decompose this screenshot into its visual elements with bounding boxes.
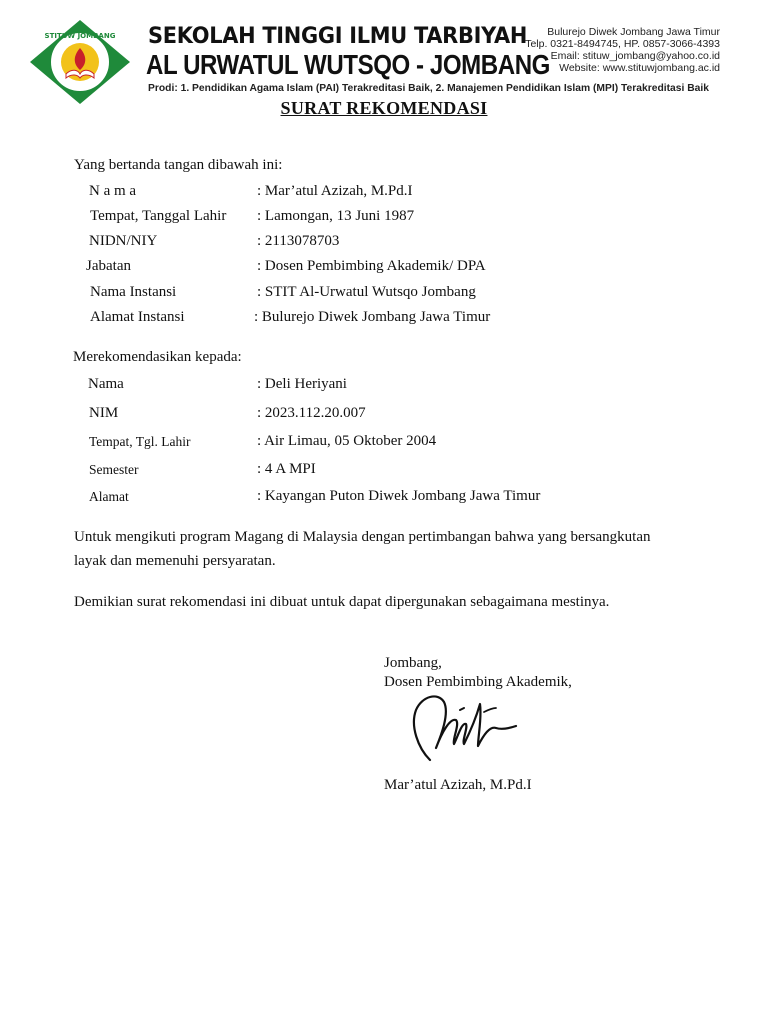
student-label-name: Nama [88, 376, 124, 392]
signer-label-address: Alamat Instansi [90, 309, 185, 325]
signer-label-institution: Nama Instansi [90, 284, 177, 300]
signer-value-birth: : Lamongan, 13 Juni 1987 [257, 208, 415, 224]
student-label-nim: NIM [89, 405, 119, 421]
contact-email: Email: stituw_jombang@yahoo.co.id [550, 50, 720, 62]
signer-label-nidn: NIDN/NIY [89, 233, 158, 249]
handwritten-signature [400, 688, 520, 770]
letter-title: SURAT REKOMENDASI [280, 98, 488, 118]
signer-value-address: : Bulurejo Diwek Jombang Jawa Timur [254, 309, 491, 325]
signer-label-birth: Tempat, Tanggal Lahir [90, 208, 227, 224]
closing-text: Demikian surat rekomendasi ini dibuat untuk dapat dipergunakan sebagaimana mestinya. [74, 594, 610, 610]
signer-value-position: : Dosen Pembimbing Akademik/ DPA [257, 258, 486, 274]
logo-text: STITUW JOMBANG [44, 32, 116, 40]
institution-logo [26, 18, 134, 106]
signer-label-name: N a m a [89, 183, 137, 199]
student-label-semester: Semester [89, 462, 139, 477]
recommend-intro: Merekomendasikan kepada: [73, 349, 242, 365]
student-value-address: : Kayangan Puton Diwek Jombang Jawa Timur [257, 488, 541, 504]
signer-name: Mar’atul Azizah, M.Pd.I [384, 777, 532, 793]
school-name-line1: SEKOLAH TINGGI ILMU TARBIYAH [148, 24, 528, 49]
signature-place: Jombang, [384, 655, 442, 671]
contact-address: Bulurejo Diwek Jombang Jawa Timur [547, 26, 720, 38]
student-label-address: Alamat [89, 489, 129, 504]
student-value-semester: : 4 A MPI [257, 461, 316, 477]
student-value-nim: : 2023.112.20.007 [257, 405, 366, 421]
signer-value-name: : Mar’atul Azizah, M.Pd.I [257, 183, 413, 199]
signer-value-institution: : STIT Al-Urwatul Wutsqo Jombang [257, 284, 476, 300]
body-line2: layak dan memenuhi persyaratan. [74, 553, 276, 569]
intro-text: Yang bertanda tangan dibawah ini: [74, 157, 283, 173]
student-value-name: : Deli Heriyani [257, 376, 347, 392]
contact-website: Website: www.stituwjombang.ac.id [559, 62, 720, 74]
signer-label-position: Jabatan [86, 258, 131, 274]
signature-role: Dosen Pembimbing Akademik, [384, 674, 572, 690]
contact-phone: Telp. 0321-8494745, HP. 0857-3066-4393 [525, 38, 720, 50]
student-value-birth: : Air Limau, 05 Oktober 2004 [257, 433, 437, 449]
school-name-line2: AL URWATUL WUTSQO - JOMBANG [146, 49, 550, 80]
study-programs: Prodi: 1. Pendidikan Agama Islam (PAI) Terakreditasi Baik, 2. Manajemen Pendidikan Islam (MPI) Terakreditasi Baik [148, 83, 709, 94]
signer-value-nidn: : 2113078703 [257, 233, 340, 249]
body-line1: Untuk mengikuti program Magang di Malaysia dengan pertimbangan bahwa yang bersangkutan [74, 529, 651, 545]
student-label-birth: Tempat, Tgl. Lahir [89, 434, 191, 449]
